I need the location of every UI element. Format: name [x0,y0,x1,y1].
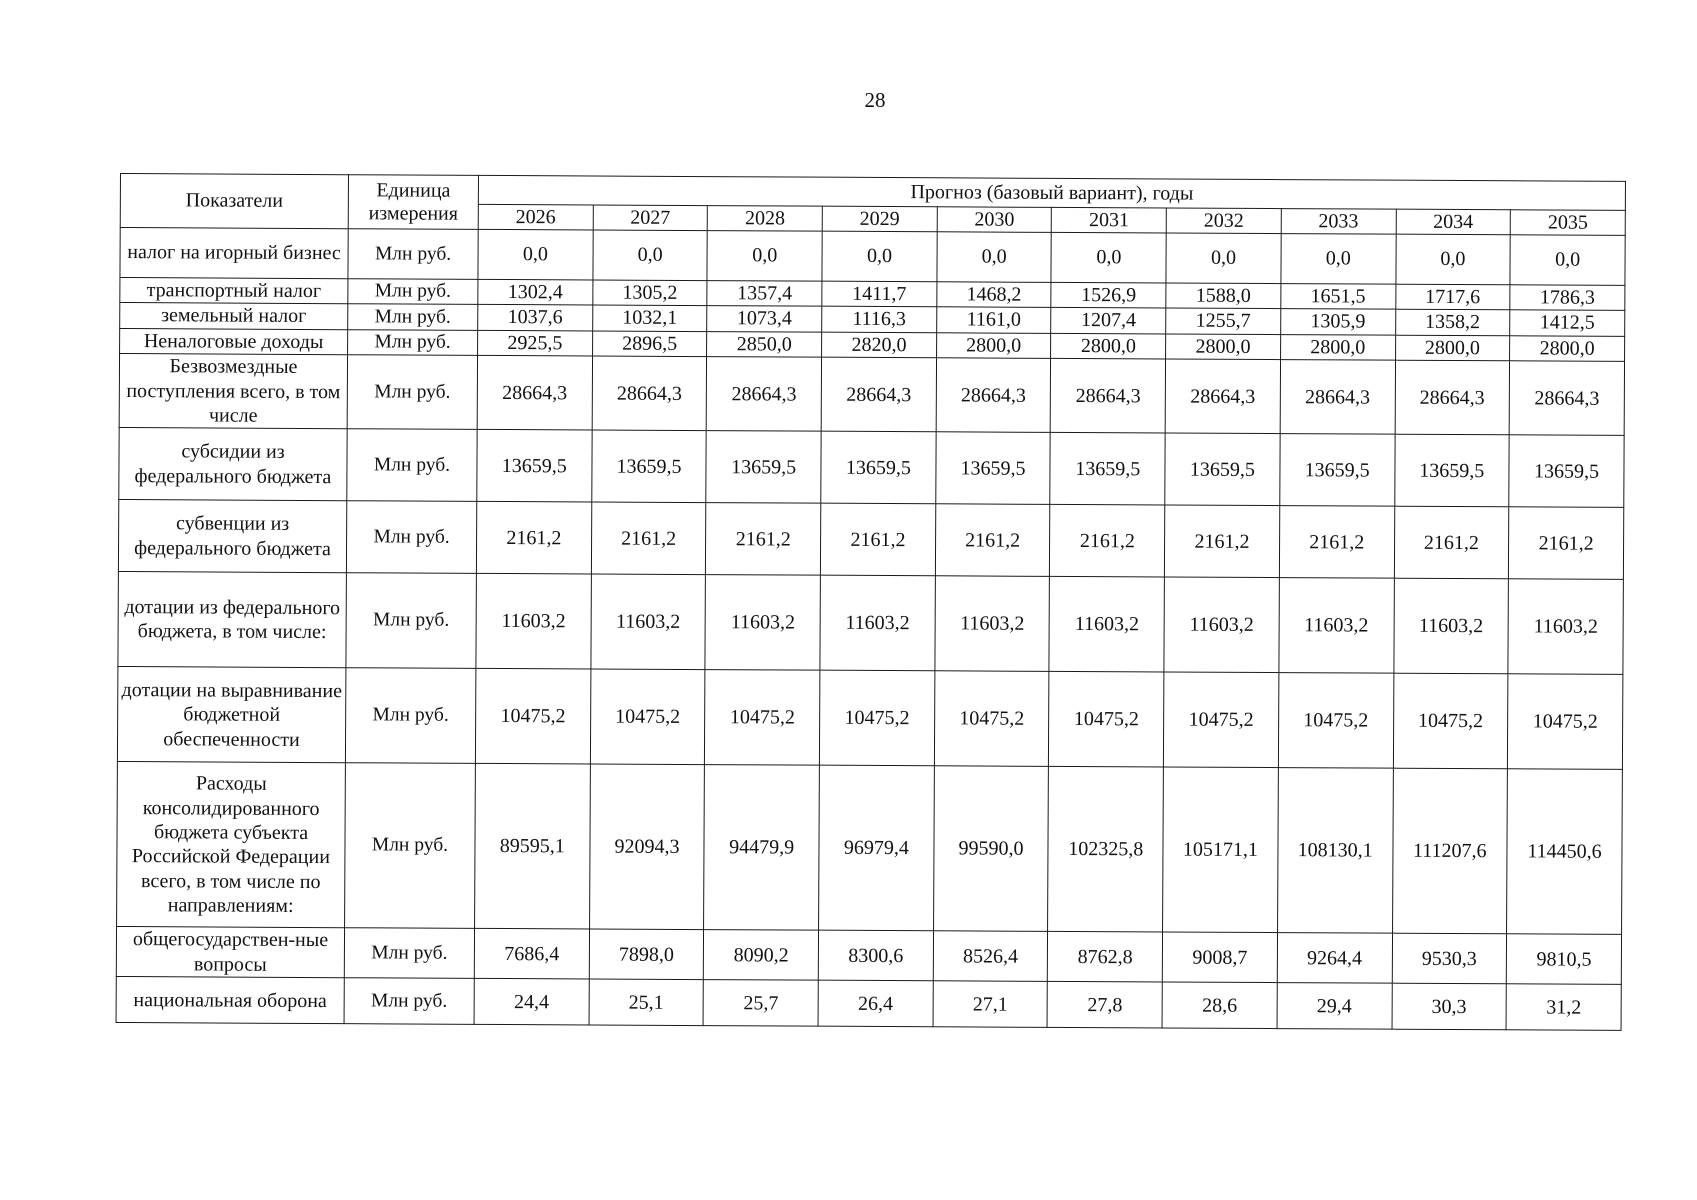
row-indicator: транспортный налог [120,278,348,305]
cell-value: 13659,5 [706,431,821,504]
cell-value: 10475,2 [590,669,705,765]
row-indicator: общегосударствен-ные вопросы [116,927,344,978]
row-unit: Млн руб. [348,304,478,330]
cell-value: 92094,3 [589,764,705,930]
cell-value: 1161,0 [936,307,1051,333]
cell-value: 1255,7 [1166,308,1281,334]
cell-value: 10475,2 [1508,674,1623,770]
cell-value: 25,7 [703,980,818,1027]
cell-value: 1786,3 [1510,285,1625,311]
cell-value: 13659,5 [1280,434,1395,507]
cell-value: 28664,3 [1395,360,1510,435]
cell-value: 2161,2 [935,504,1050,577]
cell-value: 1032,1 [592,305,707,331]
cell-value: 1468,2 [937,282,1052,308]
table-row [116,927,1621,985]
cell-value: 2161,2 [820,504,935,577]
row-indicator: Расходы консолидированного бюджета субъекта Российской Федерации всего, в том числе по направлениям: [117,762,346,928]
cell-value: 8762,8 [1048,932,1163,983]
cell-value: 27,8 [1047,982,1162,1029]
header-year: 2029 [822,206,937,232]
table-row [117,762,1623,935]
header-forecast: Прогноз (базовый вариант), годы [478,175,1625,210]
row-indicator: национальная оборона [116,977,344,1024]
cell-value: 2800,0 [1166,334,1281,360]
cell-value: 24,4 [474,979,589,1026]
cell-value: 89595,1 [475,764,591,930]
cell-value: 29,4 [1277,983,1392,1030]
cell-value: 31,2 [1506,984,1621,1031]
table-row [120,228,1625,286]
cell-value: 11603,2 [1508,579,1623,675]
cell-value: 0,0 [707,231,822,282]
cell-value: 28664,3 [1051,359,1166,434]
cell-value: 28664,3 [1165,359,1280,434]
row-unit: Млн руб. [347,355,477,430]
header-indicator: Показатели [120,174,348,229]
cell-value: 0,0 [1510,235,1625,286]
cell-value: 28,6 [1162,982,1277,1029]
cell-value: 2925,5 [478,330,593,356]
row-indicator: Безвозмездные поступления всего, в том числе [119,354,347,429]
cell-value: 2161,2 [706,503,821,576]
cell-value: 28664,3 [936,358,1051,433]
cell-value: 13659,5 [1509,435,1624,508]
row-unit: Млн руб. [344,928,474,979]
cell-value: 105171,1 [1163,767,1279,933]
cell-value: 10475,2 [705,670,820,766]
cell-value: 10475,2 [1164,672,1279,768]
row-unit: Млн руб. [344,978,474,1025]
cell-value: 25,1 [589,979,704,1026]
cell-value: 9264,4 [1277,933,1392,984]
cell-value: 8300,6 [818,931,933,982]
cell-value: 9810,5 [1506,934,1621,985]
cell-value: 2800,0 [1510,336,1625,362]
header-year: 2031 [1052,207,1167,233]
header-year: 2026 [478,204,593,230]
header-year: 2033 [1281,209,1396,235]
cell-value: 9530,3 [1392,934,1507,985]
cell-value: 11603,2 [1164,577,1279,673]
cell-value: 1526,9 [1051,282,1166,308]
table-container [116,173,1625,1031]
cell-value: 10475,2 [934,671,1049,767]
cell-value: 1302,4 [478,279,593,305]
cell-value: 1073,4 [707,306,822,332]
table-row [119,428,1624,508]
cell-value: 10475,2 [1278,673,1393,769]
cell-value: 96979,4 [819,766,935,932]
cell-value: 1588,0 [1166,283,1281,309]
table-body [116,228,1625,1031]
cell-value: 9008,7 [1162,932,1277,983]
cell-value: 2800,0 [1395,335,1510,361]
cell-value: 13659,5 [1050,433,1165,506]
header-year: 2032 [1166,208,1281,234]
cell-value: 13659,5 [477,430,592,503]
cell-value: 102325,8 [1048,767,1164,933]
cell-value: 1305,2 [593,280,708,306]
cell-value: 28664,3 [592,356,707,431]
cell-value: 2800,0 [936,333,1051,359]
row-indicator: налог на игорный бизнес [120,228,348,279]
cell-value: 28664,3 [1280,360,1395,435]
row-unit: Млн руб. [345,668,475,764]
cell-value: 10475,2 [819,671,934,767]
forecast-table [116,173,1626,1031]
cell-value: 2800,0 [1051,333,1166,359]
cell-value: 13659,5 [1394,435,1509,508]
cell-value: 28664,3 [821,357,936,432]
cell-value: 2161,2 [1050,505,1165,578]
header-row-1 [120,174,1625,211]
page-number: 28 [864,88,886,112]
cell-value: 1358,2 [1395,310,1510,336]
cell-value: 1717,6 [1395,284,1510,310]
header-year: 2027 [593,205,708,231]
cell-value: 2161,2 [1279,506,1394,579]
cell-value: 1412,5 [1510,310,1625,336]
cell-value: 1411,7 [822,281,937,307]
cell-value: 2896,5 [592,331,707,357]
cell-value: 27,1 [933,981,1048,1028]
cell-value: 11603,2 [820,576,935,672]
cell-value: 10475,2 [1393,674,1508,770]
cell-value: 8526,4 [933,931,1048,982]
cell-value: 2161,2 [1509,507,1624,580]
cell-value: 1037,6 [478,305,593,331]
cell-value: 0,0 [593,230,708,281]
table-row [116,977,1621,1031]
cell-value: 28664,3 [1509,361,1624,436]
cell-value: 10475,2 [475,669,590,765]
cell-value: 1305,9 [1280,309,1395,335]
cell-value: 108130,1 [1277,768,1393,934]
cell-value: 0,0 [1395,234,1510,285]
cell-value: 2850,0 [707,331,822,357]
cell-value: 11603,2 [935,576,1050,672]
cell-value: 2161,2 [1394,507,1509,580]
cell-value: 26,4 [818,981,933,1028]
header-year: 2034 [1396,209,1511,235]
row-unit: Млн руб. [348,229,478,280]
cell-value: 11603,2 [705,575,820,671]
header-year: 2030 [937,207,1052,233]
cell-value: 99590,0 [933,766,1049,932]
cell-value: 28664,3 [477,356,592,431]
cell-value: 0,0 [1166,233,1281,284]
cell-value: 0,0 [478,229,593,280]
table-row [119,354,1624,436]
row-indicator: Неналоговые доходы [120,328,348,355]
cell-value: 2161,2 [476,502,591,575]
cell-value: 13659,5 [936,432,1051,505]
header-unit: Единица измерения [348,175,478,230]
cell-value: 7686,4 [474,929,589,980]
cell-value: 0,0 [937,232,1052,283]
cell-value: 1116,3 [822,307,937,333]
cell-value: 0,0 [1051,232,1166,283]
cell-value: 94479,9 [704,765,820,931]
row-unit: Млн руб. [347,429,477,502]
cell-value: 114450,6 [1507,769,1623,935]
cell-value: 11603,2 [476,574,591,670]
row-indicator: дотации из федерального бюджета, в том числе: [118,572,346,668]
cell-value: 111207,6 [1392,769,1508,935]
row-indicator: субвенции из федерального бюджета [118,500,346,573]
cell-value: 2800,0 [1280,334,1395,360]
table-row [118,572,1623,675]
cell-value: 13659,5 [1165,433,1280,506]
cell-value: 2161,2 [591,502,706,575]
table-header [120,174,1625,236]
cell-value: 8090,2 [704,930,819,981]
cell-value: 2820,0 [822,332,937,358]
row-unit: Млн руб. [346,501,476,574]
header-year: 2028 [708,206,823,232]
header-year: 2035 [1510,210,1625,236]
cell-value: 30,3 [1392,984,1507,1031]
cell-value: 1207,4 [1051,308,1166,334]
table-row [118,500,1623,580]
cell-value: 11603,2 [591,574,706,670]
cell-value: 0,0 [1281,234,1396,285]
row-indicator: субсидии из федерального бюджета [119,428,347,501]
cell-value: 11603,2 [1279,578,1394,674]
cell-value: 7898,0 [589,929,704,980]
row-indicator: дотации на выравнивание бюджетной обеспеченности [117,667,345,763]
cell-value: 1651,5 [1281,284,1396,310]
cell-value: 11603,2 [1049,577,1164,673]
cell-value: 28664,3 [707,357,822,432]
row-unit: Млн руб. [348,329,478,355]
cell-value: 0,0 [822,231,937,282]
cell-value: 11603,2 [1393,579,1508,675]
cell-value: 1357,4 [707,281,822,307]
row-unit: Млн руб. [346,573,476,669]
cell-value: 2161,2 [1165,505,1280,578]
row-indicator: земельный налог [120,303,348,330]
cell-value: 13659,5 [591,430,706,503]
cell-value: 13659,5 [821,432,936,505]
table-row [117,667,1622,770]
row-unit: Млн руб. [348,279,478,305]
row-unit: Млн руб. [345,763,476,929]
cell-value: 10475,2 [1049,672,1164,768]
